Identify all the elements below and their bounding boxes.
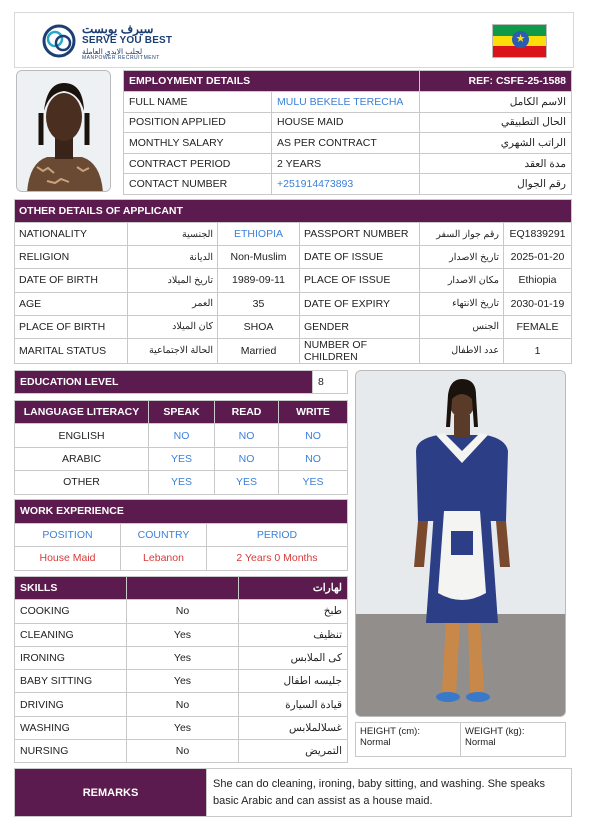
other-arabic: الديانة (128, 246, 218, 269)
weight-value: Normal (465, 737, 496, 748)
skill-value: No (127, 740, 239, 763)
other-arabic: عدد الاطفال (420, 338, 504, 363)
other-arabic: الجنس (420, 315, 504, 338)
other-label: GENDER (300, 315, 420, 338)
logo-english: SERVE YOU BEST (82, 35, 173, 46)
emp-label: FULL NAME (124, 92, 272, 113)
skill-arabic: طبخ (239, 600, 348, 623)
work-header: PERIOD (207, 523, 348, 547)
ethiopia-flag-icon: ★ (492, 24, 547, 58)
emp-arabic: الراتب الشهري (420, 133, 572, 154)
logo-arabic: سيرف يوبست (82, 22, 154, 36)
emp-label: MONTHLY SALARY (124, 133, 272, 154)
other-arabic: الجنسية (128, 223, 218, 246)
work-experience-table (14, 499, 348, 571)
lang-speak: YES (149, 471, 215, 494)
lang-write: NO (279, 447, 348, 470)
emp-value: MULU BEKELE TERECHA (272, 92, 420, 113)
logo-mark-icon (42, 24, 76, 58)
skill-value: Yes (127, 670, 239, 693)
other-label: AGE (15, 292, 128, 315)
other-arabic: تاريخ الانتهاء (420, 292, 504, 315)
lang-name: ENGLISH (15, 424, 149, 447)
remarks-text: She can do cleaning, ironing, baby sitting, and washing. She speaks basic Arabic and can assist as a house maid. (207, 769, 572, 817)
skill-name: COOKING (15, 600, 127, 623)
skill-arabic: تنظيف (239, 623, 348, 646)
other-arabic: رقم جواز السفر (420, 223, 504, 246)
lang-speak: YES (149, 447, 215, 470)
skill-name: IRONING (15, 646, 127, 669)
other-value: Married (218, 338, 300, 363)
employment-title: EMPLOYMENT DETAILS (124, 71, 420, 92)
contact-number-link[interactable]: +251914473893 (272, 174, 420, 195)
skill-arabic: التمريض (239, 740, 348, 763)
skill-value: No (127, 693, 239, 716)
other-value: EQ1839291 (504, 223, 572, 246)
emp-arabic: رقم الجوال (420, 174, 572, 195)
lang-name: ARABIC (15, 447, 149, 470)
logo-tagline: MANPOWER RECRUITMENT (82, 55, 160, 61)
lang-header: LANGUAGE LITERACY (15, 401, 149, 424)
other-value: 1 (504, 338, 572, 363)
skills-title-arabic: لهارات (239, 577, 348, 600)
work-title: WORK EXPERIENCE (15, 500, 348, 524)
other-value: SHOA (218, 315, 300, 338)
emp-arabic: الاسم الكامل (420, 92, 572, 113)
skill-value: No (127, 600, 239, 623)
lang-header: SPEAK (149, 401, 215, 424)
emp-value: 2 YEARS (272, 153, 420, 174)
measurements-table (355, 722, 566, 757)
skill-name: WASHING (15, 716, 127, 739)
other-arabic: مكان الاصدار (420, 269, 504, 292)
other-label: RELIGION (15, 246, 128, 269)
other-label: DATE OF EXPIRY (300, 292, 420, 315)
ref-number: REF: CSFE-25-1588 (468, 75, 566, 87)
skills-title: SKILLS (15, 577, 127, 600)
other-arabic: تاريخ الاصدار (420, 246, 504, 269)
lang-speak: NO (149, 424, 215, 447)
emp-value: AS PER CONTRACT (272, 133, 420, 154)
other-value: 35 (218, 292, 300, 315)
education-value: 8 (313, 371, 348, 394)
emp-arabic: مدة العقد (420, 153, 572, 174)
other-arabic: كان الميلاد (128, 315, 218, 338)
work-position: House Maid (15, 547, 121, 571)
other-arabic: تاريخ الميلاد (128, 269, 218, 292)
lang-header: READ (215, 401, 279, 424)
skill-arabic: غسلالملابس (239, 716, 348, 739)
language-table (14, 400, 348, 495)
other-arabic: العمر (128, 292, 218, 315)
lang-header: WRITE (279, 401, 348, 424)
skill-name: CLEANING (15, 623, 127, 646)
lang-read: NO (215, 424, 279, 447)
applicant-photo-portrait (16, 70, 111, 192)
lang-read: YES (215, 471, 279, 494)
emp-label: CONTACT NUMBER (124, 174, 272, 195)
employment-details-table (123, 70, 572, 195)
work-header: POSITION (15, 523, 121, 547)
other-value: 2030-01-19 (504, 292, 572, 315)
work-country: Lebanon (121, 547, 207, 571)
logo-arabic-sub: لجلب الايدي العاملة (82, 47, 143, 56)
other-arabic: الحالة الاجتماعية (128, 338, 218, 363)
skill-name: BABY SITTING (15, 670, 127, 693)
other-label: DATE OF ISSUE (300, 246, 420, 269)
work-period: 2 Years 0 Months (207, 547, 348, 571)
emp-arabic: الحال التطبيقي (420, 112, 572, 133)
emp-label: POSITION APPLIED (124, 112, 272, 133)
other-value: FEMALE (504, 315, 572, 338)
skill-arabic: کی الملابس (239, 646, 348, 669)
skill-name: NURSING (15, 740, 127, 763)
skills-table (14, 576, 348, 763)
other-label: NUMBER OF CHILDREN (300, 338, 420, 363)
weight-label: WEIGHT (kg): (465, 726, 525, 737)
remarks-label: REMARKS (15, 769, 207, 817)
skill-arabic: قيادة السيارة (239, 693, 348, 716)
other-label: PLACE OF BIRTH (15, 315, 128, 338)
education-table (14, 370, 348, 394)
other-value: 2025-01-20 (504, 246, 572, 269)
other-details-title: OTHER DETAILS OF APPLICANT (15, 200, 572, 223)
skill-value: Yes (127, 623, 239, 646)
lang-write: YES (279, 471, 348, 494)
lang-write: NO (279, 424, 348, 447)
lang-read: NO (215, 447, 279, 470)
other-label: MARITAL STATUS (15, 338, 128, 363)
company-logo (42, 22, 212, 62)
education-label: EDUCATION LEVEL (15, 371, 313, 394)
height-value: Normal (360, 737, 391, 748)
height-label: HEIGHT (cm): (360, 726, 420, 737)
work-header: COUNTRY (121, 523, 207, 547)
other-details-table (14, 199, 572, 364)
other-label: DATE OF BIRTH (15, 269, 128, 292)
emp-label: CONTRACT PERIOD (124, 153, 272, 174)
other-value: Ethiopia (504, 269, 572, 292)
applicant-photo-full-body (355, 370, 566, 717)
remarks-table (14, 768, 572, 817)
other-label: NATIONALITY (15, 223, 128, 246)
other-label: PASSPORT NUMBER (300, 223, 420, 246)
skill-arabic: جليسه اطفال (239, 670, 348, 693)
skill-value: Yes (127, 646, 239, 669)
other-value: ETHIOPIA (218, 223, 300, 246)
skill-name: DRIVING (15, 693, 127, 716)
other-value: 1989-09-11 (218, 269, 300, 292)
skill-value: Yes (127, 716, 239, 739)
other-label: PLACE OF ISSUE (300, 269, 420, 292)
other-value: Non-Muslim (218, 246, 300, 269)
emp-value: HOUSE MAID (272, 112, 420, 133)
lang-name: OTHER (15, 471, 149, 494)
